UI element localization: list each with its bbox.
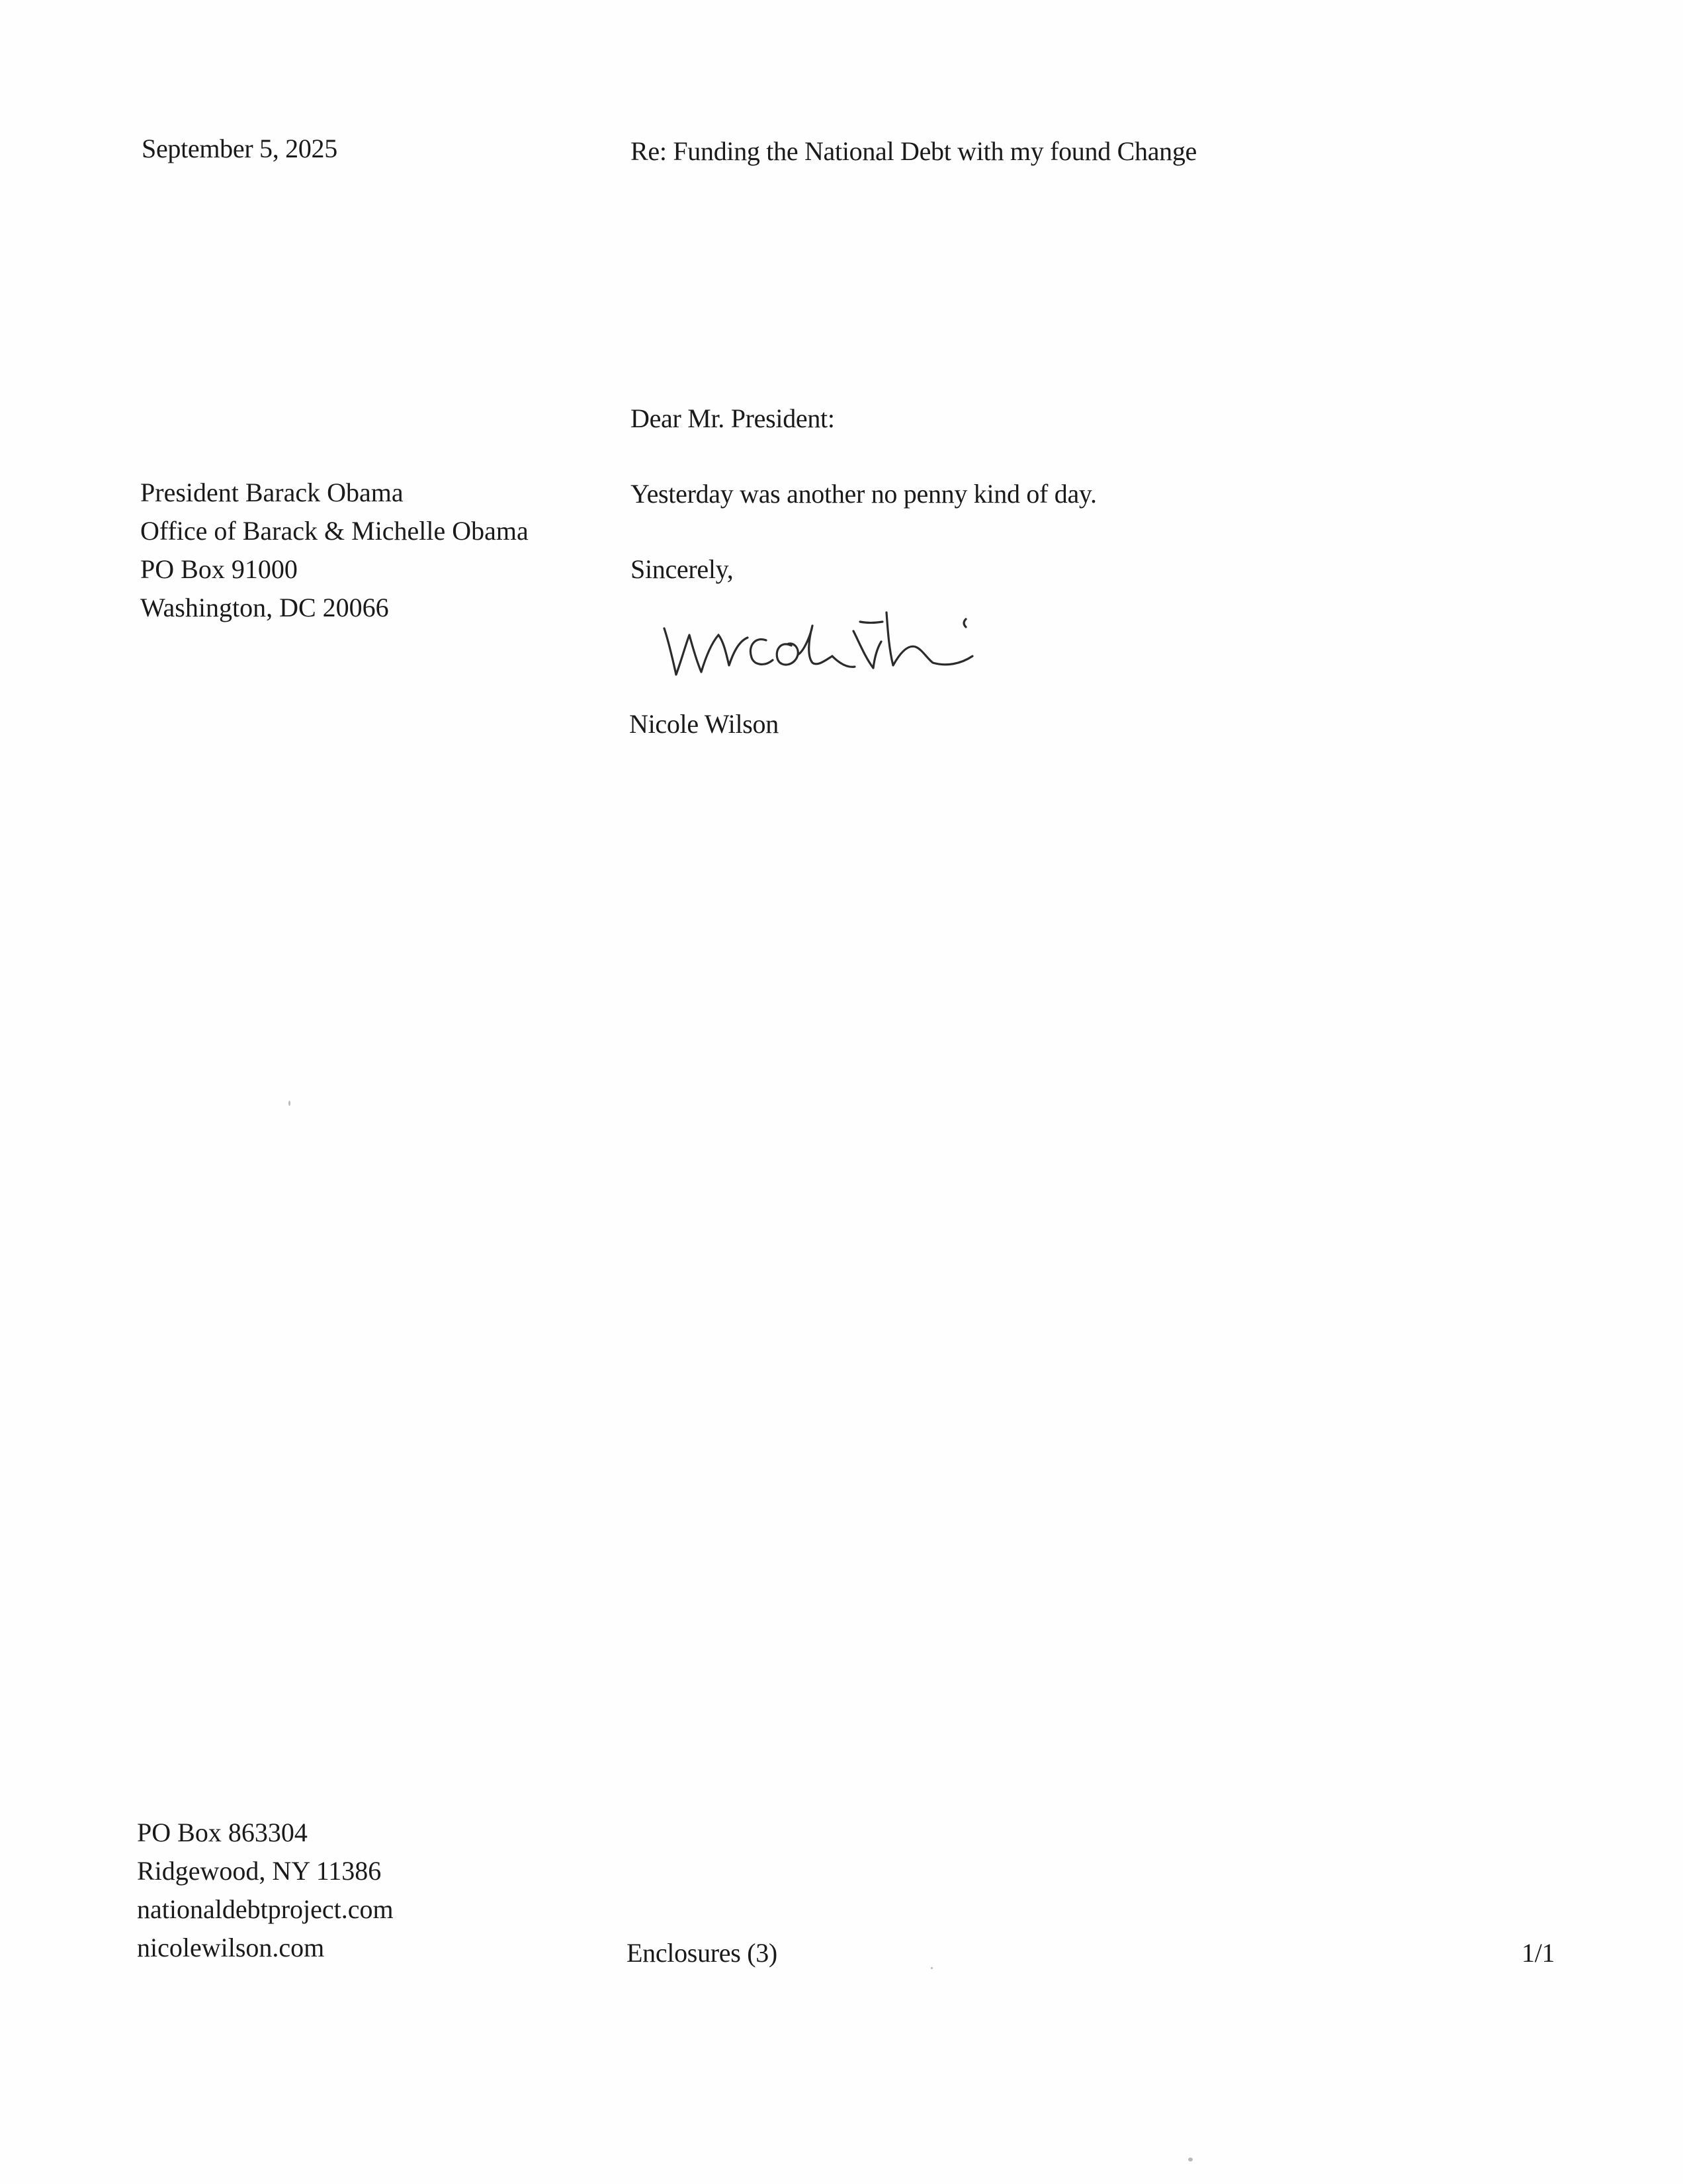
letter-date: September 5, 2025 [142, 134, 337, 163]
recipient-po-box: PO Box 91000 [140, 554, 298, 584]
scan-speck [931, 1967, 933, 1969]
scan-speck [288, 1101, 290, 1106]
sender-po-box: PO Box 863304 [137, 1818, 308, 1847]
letter-closing: Sincerely, [630, 554, 734, 584]
recipient-city-state-zip: Washington, DC 20066 [140, 593, 389, 622]
signature-drawing [655, 594, 999, 693]
sender-address-block [137, 1814, 394, 1967]
letter-salutation: Dear Mr. President: [630, 403, 835, 433]
handwritten-signature [655, 594, 999, 693]
recipient-office: Office of Barack & Michelle Obama [140, 516, 529, 546]
letter-body: Yesterday was another no penny kind of day. [630, 479, 1097, 509]
signer-name: Nicole Wilson [629, 709, 779, 739]
scan-speck [1188, 2158, 1193, 2162]
recipient-address-block [140, 474, 529, 627]
enclosures-note: Enclosures (3) [626, 1938, 777, 1968]
recipient-name: President Barack Obama [140, 478, 404, 507]
sender-website-national-debt: nationaldebtproject.com [137, 1894, 394, 1924]
letter-subject: Re: Funding the National Debt with my found Change [630, 136, 1197, 166]
sender-website-personal: nicolewilson.com [137, 1933, 325, 1962]
sender-city-state-zip: Ridgewood, NY 11386 [137, 1856, 382, 1886]
page-number: 1/1 [1522, 1938, 1555, 1968]
